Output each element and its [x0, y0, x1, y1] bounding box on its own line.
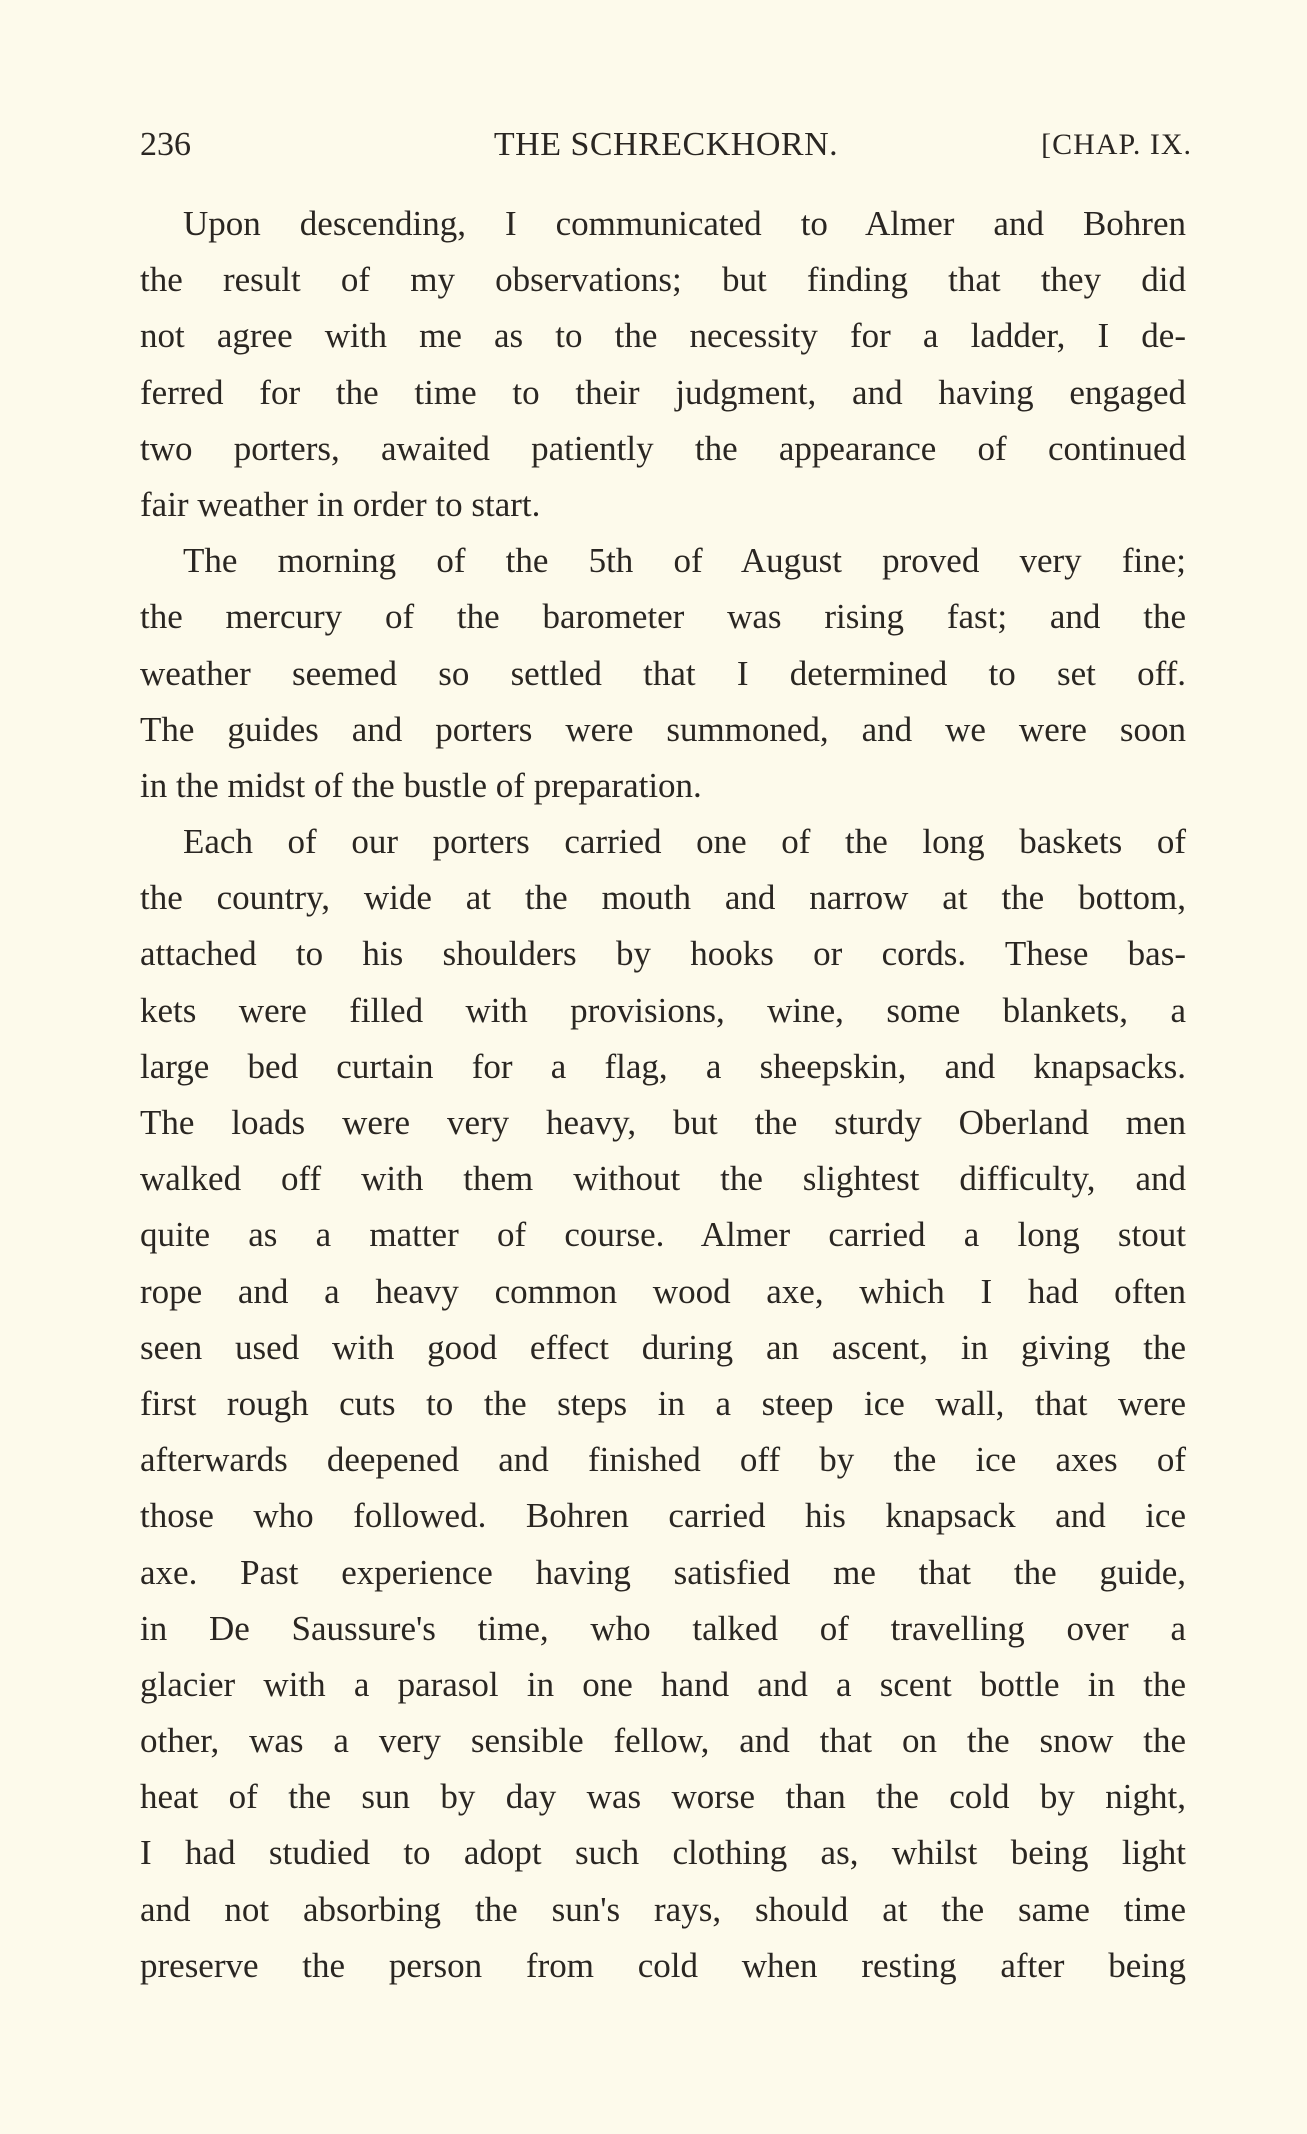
text-line: Upon descending, I communicated to Almer and Bohren	[183, 204, 1186, 243]
text-line: The loads were very heavy, but the sturdy Oberland men	[140, 1103, 1186, 1142]
paragraph-3	[140, 814, 1186, 1994]
text-line: The morning of the 5th of August proved very fine;	[183, 541, 1186, 581]
text-line: in De Saussure's time, who talked of travelling over a	[140, 1608, 1186, 1648]
text-line: not agree with me as to the necessity for a ladder, I de-	[140, 316, 1186, 356]
text-line: two porters, awaited patiently the appearance of continued	[140, 428, 1186, 468]
text-line: attached to his shoulders by hooks or cords. These bas-	[140, 934, 1186, 974]
text-line: fair weather in order to start.	[140, 484, 541, 524]
running-title: THE SCHRECKHORN.	[493, 126, 839, 163]
text-line: walked off with them without the slightest difficulty, and	[140, 1159, 1186, 1199]
text-line: in the midst of the bustle of preparation.	[140, 765, 702, 805]
text-line: Each of our porters carried one of the long baskets of	[183, 822, 1186, 862]
text-line: heat of the sun by day was worse than the cold by night,	[140, 1777, 1186, 1817]
text-line: The guides and porters were summoned, and we were soon	[140, 709, 1186, 749]
body-text	[140, 196, 1186, 1994]
text-line: the result of my observations; but finding that they did	[140, 260, 1186, 300]
text-line: ferred for the time to their judgment, and having engaged	[140, 372, 1186, 412]
text-line: first rough cuts to the steps in a steep ice wall, that were	[140, 1383, 1186, 1423]
text-line: the mercury of the barometer was rising fast; and the	[140, 597, 1186, 637]
text-line: I had studied to adopt such clothing as, whilst being light	[140, 1833, 1186, 1873]
text-line: seen used with good effect during an ascent, in giving the	[140, 1327, 1186, 1367]
paragraph-2	[140, 533, 1186, 814]
text-line: those who followed. Bohren carried his knapsack and ice	[140, 1496, 1186, 1536]
page-number: 236	[140, 126, 191, 163]
text-line: afterwards deepened and finished off by the ice axes of	[140, 1440, 1186, 1480]
text-line: quite as a matter of course. Almer carried a long stout	[140, 1215, 1186, 1255]
text-line: preserve the person from cold when resting after being	[140, 1945, 1186, 1985]
text-line: the country, wide at the mouth and narrow at the bottom,	[140, 878, 1186, 918]
paragraph-1	[140, 196, 1186, 533]
text-line: weather seemed so settled that I determined to set off.	[140, 653, 1186, 693]
text-line: glacier with a parasol in one hand and a scent bottle in the	[140, 1664, 1186, 1704]
text-line: rope and a heavy common wood axe, which I had often	[140, 1271, 1186, 1311]
text-line: and not absorbing the sun's rays, should at the same time	[140, 1889, 1186, 1929]
text-line: kets were filled with provisions, wine, some blankets, a	[140, 990, 1186, 1030]
text-line: other, was a very sensible fellow, and that on the snow the	[140, 1721, 1186, 1761]
text-line: axe. Past experience having satisfied me that the guide,	[140, 1552, 1186, 1592]
chapter-reference: [CHAP. IX.	[1041, 128, 1192, 161]
text-line: large bed curtain for a flag, a sheepskin, and knapsacks.	[140, 1046, 1186, 1086]
page-header	[140, 122, 1192, 168]
